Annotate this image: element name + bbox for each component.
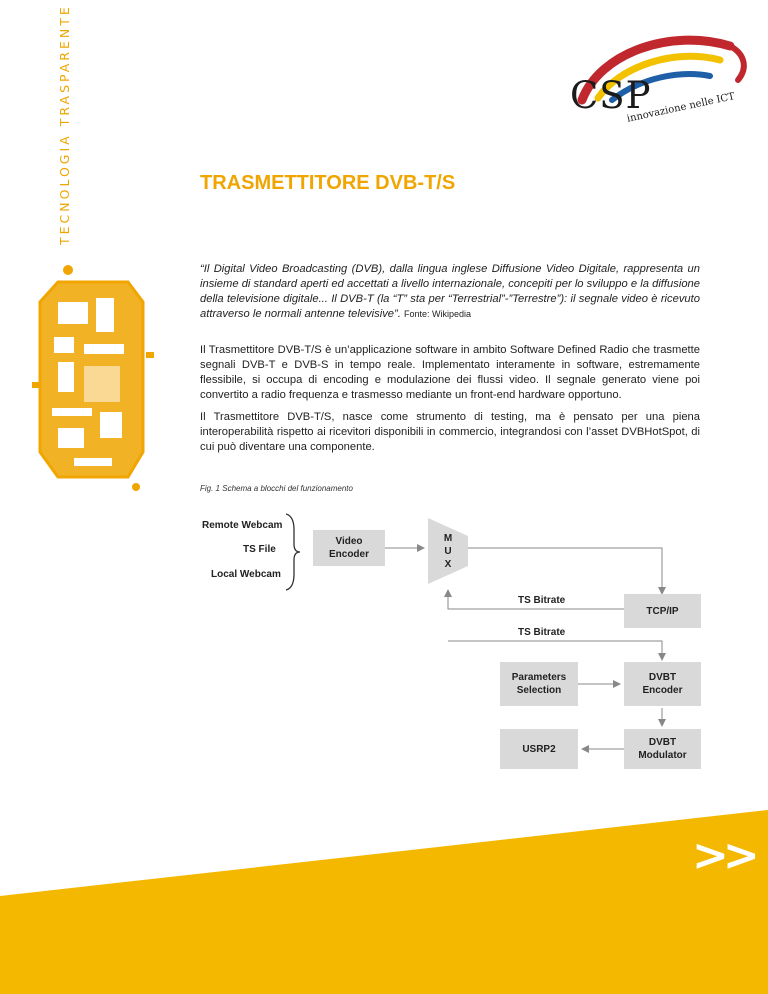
usrp2-block: USRP2 <box>500 729 578 769</box>
page-title: TRASMETTITORE DVB-T/S <box>200 172 456 194</box>
figure-caption: Fig. 1 Schema a blocchi del funzionamento <box>200 484 353 493</box>
mux-letter: X <box>444 559 452 570</box>
source-remote-webcam: Remote Webcam <box>202 520 283 531</box>
dvbt-encoder-block: DVBT Encoder <box>624 662 701 706</box>
video-encoder-block: Video Encoder <box>313 530 385 566</box>
logo-tagline: innovazione nelle ICT <box>626 91 736 125</box>
tcpip-block: TCP/IP <box>624 594 701 628</box>
quote-text: “Il Digital Video Broadcasting (DVB), dalla lingua inglese Diffusione Video Digitale, rappresenta un insieme di standard aperti ed accettati a livello internazionale, concepiti per lo sviluppo e la diffusione della televisione digitale... Il DVB-T (la “T” sta per “Terrestrial”-”Terrestre”): il segnale video è ricevuto attraverso le normali antenne televisive”. <box>200 263 700 320</box>
mux-letter: M <box>443 533 453 544</box>
source-local-webcam: Local Webcam <box>211 569 281 580</box>
body-paragraph: Il Trasmettitore DVB-T/S è un’applicazione software in ambito Software Defined Radio che trasmette segnali DVB-T e DVB-S in tempo reale. Implementato interamente in software, estremamente flessibile, si occupa di encoding e modulazione dei flussi video. Il segnale generato viene poi convertito a radio frequenza e trasmesso mediante un front-end hardware opportuno. <box>200 344 700 401</box>
parameters-selection-block: Parameters Selection <box>500 662 578 706</box>
next-page-arrows[interactable]: >> <box>692 830 754 881</box>
mux-letter: U <box>444 546 452 557</box>
body-paragraph: Il Trasmettitore DVB-T/S, nasce come strumento di testing, ma è pensato per una piena interoperabilità rispetto ai ricevitori disponibili in commercio, integrandosi con l’asset DVBHotSpot, di cui può diventare una componente. <box>200 411 700 453</box>
logo-text: CSP <box>570 74 652 117</box>
dvbt-modulator-block: DVBT Modulator <box>624 729 701 769</box>
ts-bitrate-label: TS Bitrate <box>518 627 566 638</box>
quote-source: Fonte: Wikipedia <box>403 309 471 319</box>
source-ts-file: TS File <box>243 544 276 555</box>
vertical-section-tag: TECNOLOGIA TRASPARENTE <box>57 4 72 245</box>
ts-bitrate-label: TS Bitrate <box>518 595 566 606</box>
